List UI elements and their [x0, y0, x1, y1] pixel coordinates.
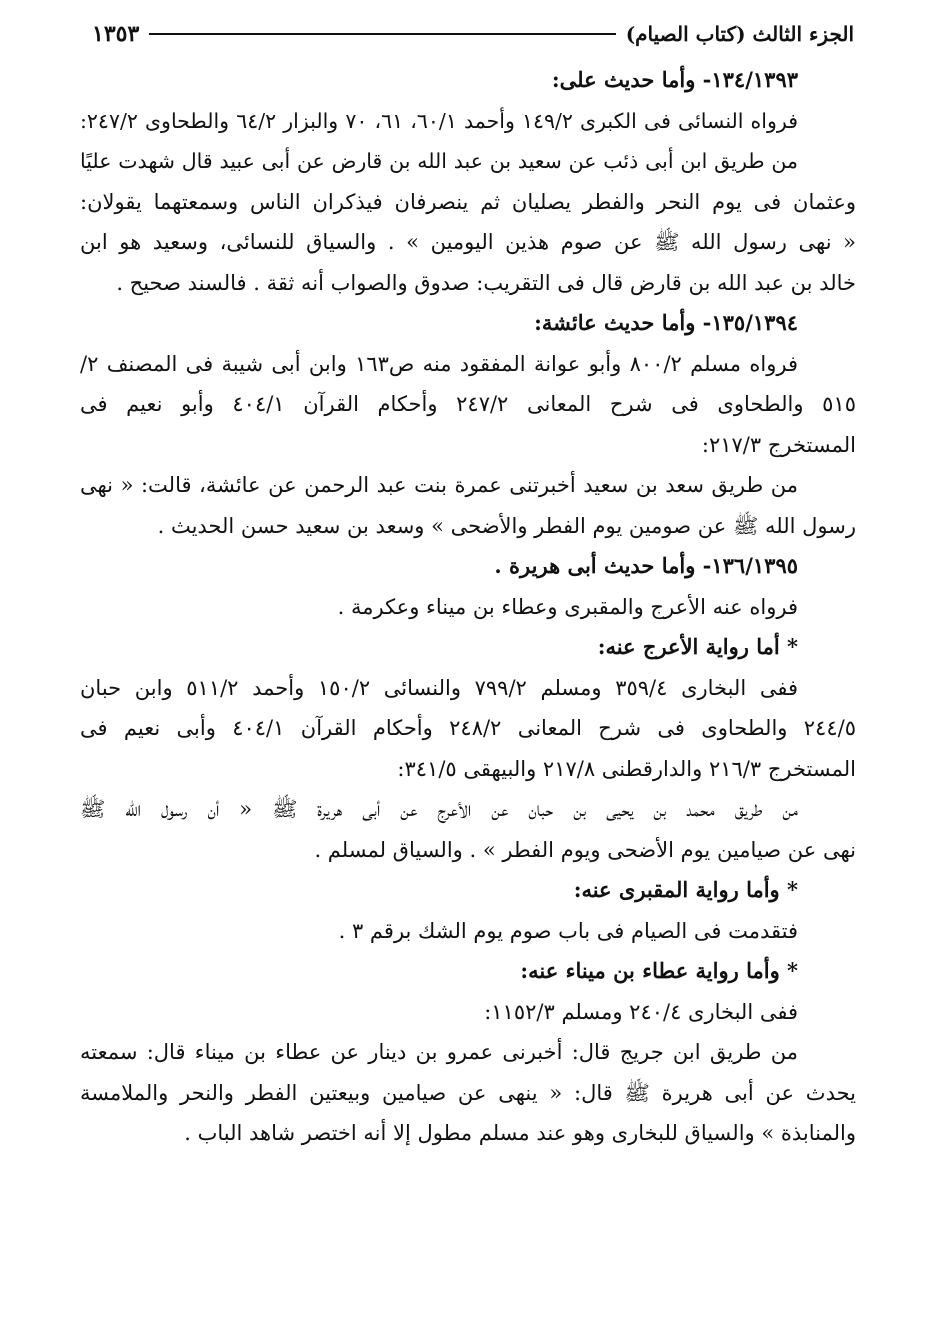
section-heading-ali: ١٣٤/١٣٩٣- وأما حديث على: [551, 67, 798, 92]
text-line: من طريق محمد بن يحيى بن حبان عن الأعرج عن أبى هريرة ﷺ « أن رسول الله ﷺ [80, 797, 798, 821]
text-line: من طريق سعد بن سعيد أخبرتنى عمرة بنت عبد الرحمن عن عائشة، قالت: « نهى [80, 473, 798, 497]
section-heading-aisha: ١٣٥/١٣٩٤- وأما حديث عائشة: [534, 310, 798, 335]
subheading-araj: * أما رواية الأعرج عنه: [597, 634, 798, 659]
text-line: ففى البخارى ٣٥٩/٤ ومسلم ٧٩٩/٢ والنسائى ١٥٠/٢ وأحمد ٥١١/٢ وابن حبان [80, 675, 798, 700]
page-header [92, 14, 854, 54]
text-line: خالد بن عبد الله بن قارض قال فى التقريب: صدوق والصواب أنه ثقة . فالسند صحيح . [116, 270, 856, 295]
text-line: رسول الله ﷺ عن صومين يوم الفطر والأضحى » وسعد بن سعيد حسن الحديث . [157, 513, 856, 538]
text-line: « نهى رسول الله ﷺ عن صوم هذين اليومين » . والسياق للنسائى، وسعيد هو ابن [80, 230, 856, 254]
text-line: وعثمان فى يوم النحر والفطر يصليان ثم ينصرفان فيذكران الناس وسمعتهما يقولان: [80, 189, 856, 214]
running-title: الجزء الثالث (كتاب الصيام) [625, 22, 854, 46]
subheading-maqburi: * وأما رواية المقبرى عنه: [573, 877, 798, 902]
text-line: من طريق ابن جريج قال: أخبرنى عمرو بن دينار عن عطاء بن ميناء قال: سمعته [80, 1040, 798, 1064]
text-line: المستخرج ٢١٧/٣: [701, 432, 856, 457]
text-line: المستخرج ٢١٦/٣ والدارقطنى ٢١٧/٨ والبيهقى ٣٤١/٥: [397, 756, 856, 781]
page-body [80, 60, 856, 1154]
text-line: ٥١٥ والطحاوى فى شرح المعانى ٢٤٧/٢ وأحكام القرآن ٤٠٤/١ وأبو نعيم فى [80, 392, 856, 416]
header-rule [149, 33, 615, 35]
text-line: يحدث عن أبى هريرة ﷺ قال: « ينهى عن صيامين وبيعتين الفطر والنحر والملامسة [80, 1080, 856, 1105]
text-line: من طريق ابن أبى ذئب عن سعيد بن عبد الله بن قارض عن أبى عبيد قال شهدت عليًا [80, 149, 798, 173]
page-number: ١٣٥٣ [92, 21, 140, 47]
text-line: فرواه عنه الأعرج والمقبرى وعطاء بن ميناء وعكرمة . [337, 594, 798, 619]
text-line: ففى البخارى ٢٤٠/٤ ومسلم ١١٥٢/٣: [484, 999, 798, 1024]
text-line: والمنابذة » والسياق للبخارى وهو عند مسلم مطول إلا أنه اختصر شاهد الباب . [184, 1121, 856, 1145]
text-line: فتقدمت فى الصيام فى باب صوم يوم الشك برقم ٣ . [338, 918, 798, 943]
text-line: نهى عن صيامين يوم الأضحى ويوم الفطر » . والسياق لمسلم . [314, 837, 856, 862]
text-line: فرواه مسلم ٨٠٠/٢ وأبو عوانة المفقود منه ص١٦٣ وابن أبى شيبة فى المصنف ٢/ [80, 351, 798, 376]
section-heading-abu-hurayra: ١٣٦/١٣٩٥- وأما حديث أبى هريرة . [494, 553, 798, 578]
text-line: فرواه النسائى فى الكبرى ١٤٩/٢ وأحمد ٦٠/١، ٦١، ٧٠ والبزار ٦٤/٢ والطحاوى ٢٤٧/٢: [80, 108, 799, 133]
text-line: ٢٤٤/٥ والطحاوى فى شرح المعانى ٢٤٨/٢ وأحكام القرآن ٤٠٤/١ وأبى نعيم فى [80, 716, 856, 740]
subheading-ata: * وأما رواية عطاء بن ميناء عنه: [520, 958, 798, 983]
